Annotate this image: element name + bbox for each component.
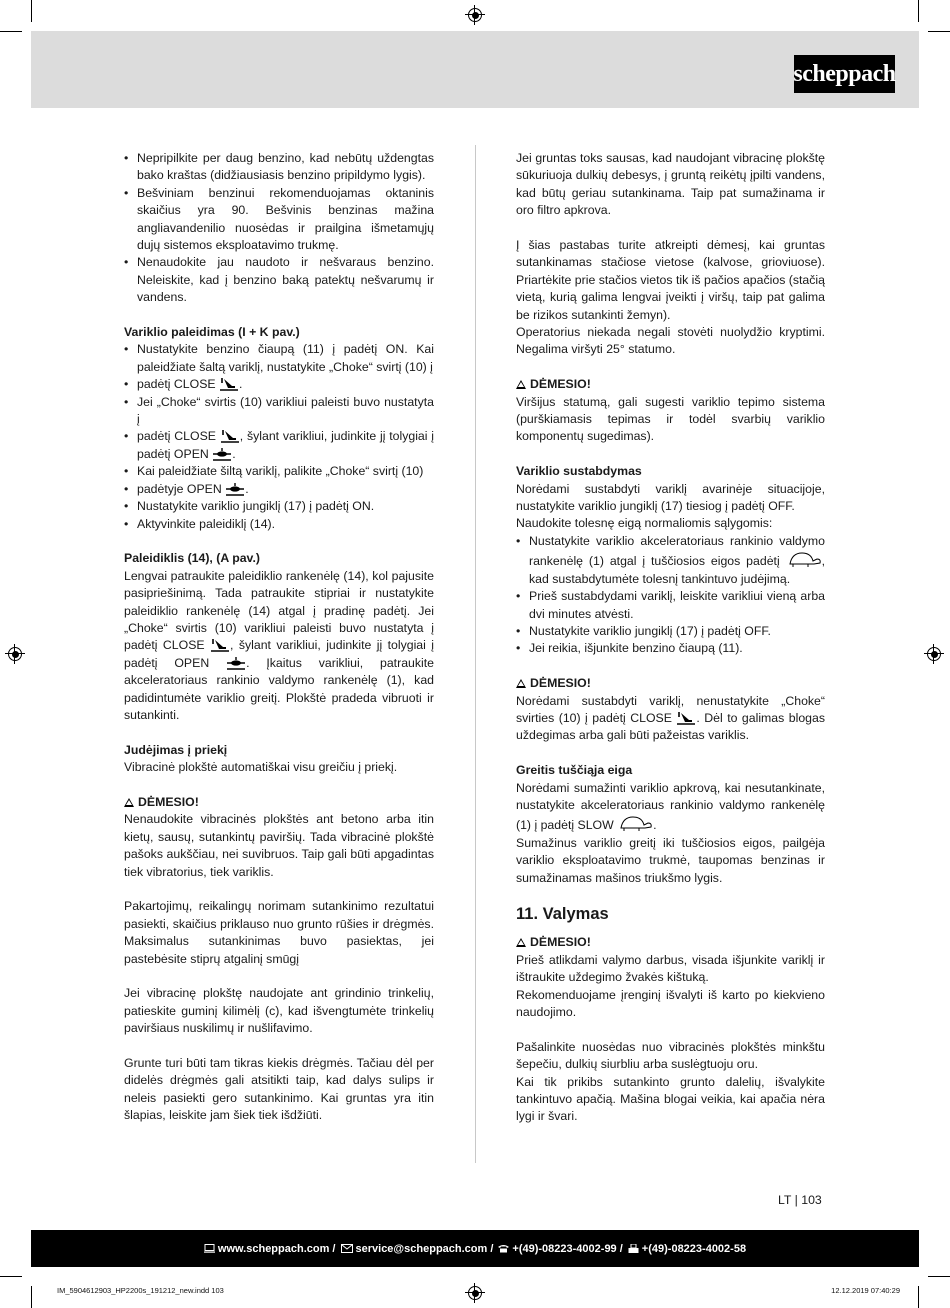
page-header — [31, 31, 919, 108]
fuel-bullet-list — [124, 150, 434, 307]
registration-mark-icon — [468, 1286, 482, 1300]
list-item: • Prieš sustabdydami variklį, leiskite varikliui vieną arba dvi minutes atvėsti. — [516, 588, 825, 623]
warning-icon — [516, 679, 526, 688]
section-heading-starter: Paleidiklis (14), (A pav.) — [124, 551, 260, 566]
page-footer — [31, 1230, 919, 1267]
paragraph: Pakartojimų, reikalingų norimam sutankinimo rezultatui pasiekti, skaičius priklauso nuo grunto rūšies ir drėgmės. Maksimalus sutankinimas buvo pasiektas, jei pastebėsite stiprų atgalinį smūgį — [124, 899, 434, 966]
starter-paragraph: Lengvai patraukite paleidiklio rankenėlę (14), kol pajusite pasipriešinimą. Tada patraukite stipriai ir nustatykite paleidiklio rankenėlę (14) atgal į pradinę padėtį. Jei „Choke“ svirtis (10) varikliui paleisti buvo nustatyta į padėtį CLOSE , šylant varikliui, judinkite jį tolygiai į padėtį OPEN . Įkaitus varikliui, patraukite akceleratoriaus rankinio valdymo rankenėlę (1), kad padidintumėte variklio greitį. Plokštė pradeda vibruoti ir sutankinti. — [124, 568, 435, 722]
fax-icon — [628, 1244, 639, 1254]
list-item: • Jei reikia, išjunkite benzino čiaupą (11). — [516, 640, 825, 657]
list-item: • Nustatykite variklio jungiklį (17) į padėtį OFF. — [516, 623, 825, 640]
footer-email[interactable]: service@scheppach.com / — [355, 1242, 494, 1255]
choke-close-icon — [220, 429, 240, 443]
paragraph: Į šias pastabas turite atkreipti dėmesį, kai gruntas sutankinamas stačiose vietose (kalvose, grioviuose). Priartėkite prie stačios vietos tik iš pačios apačios (stačią vietą, kurią galima lengvai įveikti į viršų, taip pat galima be rizikos sutankinti žemyn). — [516, 238, 825, 322]
list-item: • padėtį CLOSE , šylant varikliui, judinkite jį tolygiai į padėtį OPEN . — [124, 428, 434, 463]
list-item: • Aktyvinkite paleidiklį (14). — [124, 516, 434, 533]
registration-mark-icon — [8, 647, 22, 661]
crop-mark — [31, 0, 32, 22]
warning-heading: DĖMESIO! — [516, 675, 825, 692]
paragraph: Kai tik prikibs sutankinto grunto dalelių, išvalykite tankintuvo apačią. Mašina blogai veikia, kai apačia nėra lygi ir švari. — [516, 1074, 825, 1124]
footer-phone: +(49)-08223-4002-99 / — [512, 1242, 623, 1255]
crop-mark — [918, 1286, 919, 1308]
warning-icon — [516, 938, 526, 947]
warning-heading: DĖMESIO! — [124, 794, 434, 811]
registration-mark-icon — [927, 647, 941, 661]
envelope-icon — [341, 1244, 353, 1253]
list-item: • Nenaudokite jau naudoto ir nešvaraus benzino. Neleiskite, kad į benzino baką patektų nešvarumų ir vandens. — [124, 254, 434, 306]
column-divider — [475, 145, 476, 1163]
print-date: 12.12.2019 07:40:29 — [831, 1286, 900, 1295]
paragraph: Jei vibracinę plokštę naudojate ant grindinio trinkelių, patieskite guminį kilimėlį (c), kad išvengtumėte trinkelių paviršiaus nuskilimų ir nušlifavimo. — [124, 986, 434, 1036]
section-heading-start: Variklio paleidimas (I + K pav.) — [124, 325, 300, 340]
turtle-slow-icon — [617, 814, 653, 832]
start-bullet-list — [124, 341, 434, 532]
paragraph: Norėdami sustabdyti variklį avarinėje situacijoje, nustatykite variklio jungiklį (17) tiesiog į padėtį OFF. — [516, 481, 825, 514]
warning-heading: DĖMESIO! — [516, 376, 825, 393]
forward-paragraph: Vibracinė plokštė automatiškai visu greičiu į priekį. — [124, 760, 398, 775]
crop-mark — [928, 31, 950, 32]
section-heading-idle: Greitis tuščiąja eiga — [516, 763, 633, 778]
choke-close-icon — [676, 711, 696, 725]
list-item: • Nustatykite benzino čiaupą (11) į padėtį ON. Kai paleidžiate šaltą variklį, nustatykite „Choke“ svirtį (10) į — [124, 341, 434, 376]
list-item: • Jei „Choke“ svirtis (10) varikliui paleisti buvo nustatyta į — [124, 394, 434, 429]
paragraph: Operatorius niekada negali stovėti nuolydžio kryptimi. Negalima viršyti 25° statumo. — [516, 325, 825, 357]
warning-paragraph: Norėdami sustabdyti variklį, nenustatykite „Choke“ svirties (10) į padėtį CLOSE . Dėl to galimas blogas uždegimas arba gali būti pažeistas variklis. — [516, 693, 825, 743]
choke-open-icon — [212, 447, 232, 461]
computer-icon — [204, 1244, 215, 1253]
choke-open-icon — [226, 656, 246, 670]
file-info: IM_5904612903_HP2200s_191212_new.indd 103 — [57, 1286, 224, 1295]
left-column — [124, 150, 434, 1125]
phone-icon — [498, 1244, 509, 1253]
stop-bullet-list — [516, 533, 825, 658]
page-number: LT | 103 — [778, 1193, 822, 1207]
warning-paragraph: Nenaudokite vibracinės plokštės ant betono arba itin kietų, sausų, sutankintų paviršių. Tada vibracinė plokštė pašoks aukščiau, nei suvibruos. Taip gali būti apgadintas tiek vibratorius, tiek variklis. — [124, 812, 434, 879]
choke-close-icon — [210, 638, 230, 652]
paragraph: Grunte turi būti tam tikras kiekis drėgmės. Tačiau dėl per didelės drėgmės gali atsitikti taip, kad dalys sulips ir neleis pasiekti gero sutankinimo. Kai gruntas yra itin šlapias, leiskite jam šiek tiek išdžiūti. — [124, 1056, 434, 1123]
list-item: • padėtį CLOSE . — [124, 376, 434, 393]
right-column — [516, 150, 825, 1126]
chapter-heading-cleaning: 11. Valymas — [516, 905, 609, 924]
list-item: • padėtyje OPEN . — [124, 481, 434, 498]
footer-fax: +(49)-08223-4002-58 — [641, 1242, 747, 1255]
crop-mark — [918, 0, 919, 22]
list-item: • Kai paleidžiate šiltą variklį, palikite „Choke“ svirtį (10) — [124, 463, 434, 480]
paragraph: Norėdami sumažinti variklio apkrovą, kai nesutankinate, nustatykite akceleratoriaus rankinio valdymo rankenėlę (1) į padėtį SLOW . — [516, 780, 825, 833]
crop-mark — [0, 1276, 22, 1277]
crop-mark — [31, 1286, 32, 1308]
turtle-slow-icon — [786, 550, 822, 568]
paragraph: Sumažinus variklio greitį iki tuščiosios eigos, pailgėja variklio eksploatavimo trukmė, taupomas benzinas ir sumažinamas mašinos triukšmo lygis. — [516, 835, 825, 885]
warning-paragraph: Viršijus statumą, gali sugesti variklio tepimo sistema (purškiamasis tepimas ir todėl svarbių variklio komponentų sugedimas). — [516, 394, 825, 444]
list-item: • Nustatykite variklio jungiklį (17) į padėtį ON. — [124, 498, 434, 515]
crop-mark — [0, 31, 22, 32]
paragraph: Rekomenduojame įrenginį išvalyti iš karto po kiekvieno naudojimo. — [516, 987, 825, 1019]
list-item: • Nepripilkite per daug benzino, kad nebūtų uždengtas bako kraštas (didžiausiasis benzino pripildymo lygis). — [124, 150, 434, 185]
section-heading-stop: Variklio sustabdymas — [516, 464, 642, 479]
paragraph: Naudokite tolesnę eigą normaliomis sąlygomis: — [516, 516, 773, 531]
warning-icon — [124, 798, 134, 807]
warning-heading: DĖMESIO! — [516, 934, 825, 951]
paragraph: Jei gruntas toks sausas, kad naudojant vibracinę plokštę sūkuriuoja dulkių debesys, į gruntą reikėtų įpilti vandens, kad būtų geriau sutankinama. Taip pat sumažinama ir oro filtro apkrova. — [516, 151, 825, 218]
choke-close-icon — [219, 377, 239, 391]
warning-icon — [516, 380, 526, 389]
brand-logo: scheppach — [794, 55, 895, 93]
crop-mark — [928, 1276, 950, 1277]
footer-website[interactable]: www.scheppach.com / — [217, 1242, 336, 1255]
section-heading-forward: Judėjimas į priekį — [124, 742, 228, 757]
registration-mark-icon — [468, 8, 482, 22]
list-item: • Nustatykite variklio akceleratoriaus rankinio valdymo rankenėlę (1) atgal į tuščiosios eigos padėtį , kad sustabdytumėte tolesnį tankintuvo judėjimą. — [516, 533, 825, 588]
paragraph: Pašalinkite nuosėdas nuo vibracinės plokštės minkštu šepečiu, dulkių siurbliu arba suslėgtuoju oru. — [516, 1039, 825, 1072]
choke-open-icon — [225, 482, 245, 496]
list-item: • Bešviniam benzinui rekomenduojamas oktaninis skaičius yra 90. Bešvinis benzinas mažina angliavandenilio nuosėdas ir prailgina išmetamųjų dujų sistemos eksploatavimo trukmę. — [124, 185, 434, 255]
paragraph: Prieš atlikdami valymo darbus, visada išjunkite variklį ir ištraukite uždegimo žvakės kištuką. — [516, 952, 825, 985]
